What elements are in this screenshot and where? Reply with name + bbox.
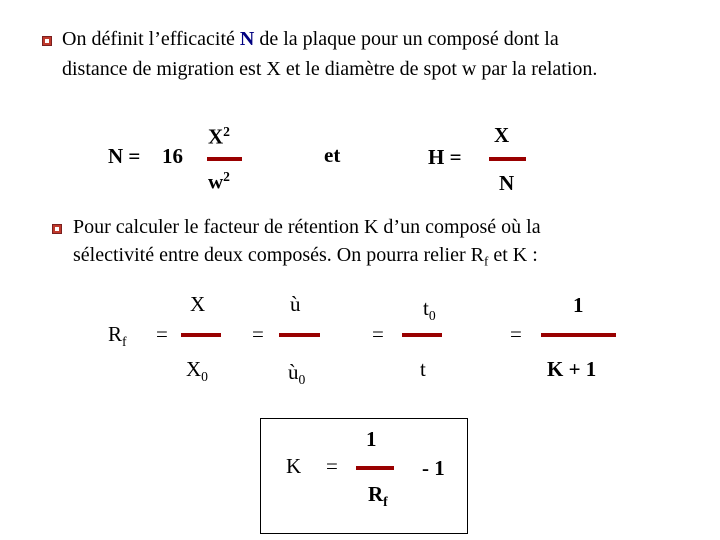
h-lhs: H = — [428, 145, 462, 169]
frac1-den-base: X — [186, 357, 202, 381]
fraction-bar — [356, 466, 394, 470]
frac4-denominator: K + 1 — [547, 357, 597, 381]
k-den-sub: f — [383, 493, 388, 509]
n-coefficient: 16 — [162, 144, 183, 168]
para1-text: On définit l’efficacité — [62, 28, 240, 50]
equals-sign: = — [326, 454, 338, 478]
para2-text-end: et K : — [488, 244, 538, 266]
fraction-bar — [489, 157, 526, 161]
frac3-denominator: t — [420, 357, 426, 381]
h-denominator: N — [499, 171, 515, 195]
para2-sub: f — [483, 253, 489, 269]
frac3-numerator — [423, 296, 436, 324]
equals-sign: = — [510, 322, 522, 346]
n-den-base: w — [208, 169, 224, 194]
fraction-bar — [402, 333, 442, 337]
para1-text-end: de la plaque pour un composé dont la — [254, 28, 559, 50]
n-numerator — [208, 124, 230, 150]
frac1-den-sub: 0 — [201, 368, 208, 384]
frac2-den-base: ù — [288, 360, 299, 384]
frac4-numerator: 1 — [573, 293, 584, 317]
fraction-bar — [541, 333, 616, 337]
k-denominator — [368, 482, 388, 510]
k-tail: - 1 — [422, 456, 445, 480]
rf-sub: f — [122, 333, 127, 349]
paragraph-2-line-1: Pour calculer le facteur de rétention K d’un composé où la — [73, 216, 541, 238]
frac2-den-sub: 0 — [298, 371, 306, 387]
para2-text: sélectivité entre deux composés. On pourra relier R — [73, 244, 484, 266]
frac3-num-base: t — [423, 296, 429, 320]
n-denominator — [208, 169, 230, 195]
k-lhs: K — [286, 454, 302, 478]
fraction-bar — [181, 333, 221, 337]
n-num-exp: 2 — [223, 124, 230, 139]
paragraph-1-line-1 — [62, 24, 559, 54]
frac2-numerator: ù — [290, 292, 301, 316]
frac3-num-sub: 0 — [428, 307, 436, 323]
equals-sign: = — [252, 322, 264, 346]
equals-sign: = — [156, 322, 168, 346]
efficiency-symbol: N — [239, 28, 255, 50]
n-num-base: X — [208, 124, 224, 149]
bullet-icon — [42, 36, 52, 46]
rf-base: R — [108, 322, 123, 346]
rf-lhs — [108, 322, 127, 350]
equals-sign: = — [372, 322, 384, 346]
k-numerator: 1 — [366, 427, 377, 451]
n-lhs: N = — [108, 144, 141, 168]
frac2-denominator — [288, 360, 305, 388]
paragraph-2-line-2 — [73, 240, 538, 277]
frac1-numerator: X — [190, 292, 206, 316]
h-numerator: X — [494, 123, 510, 147]
frac1-denominator — [186, 357, 208, 385]
k-den-base: R — [368, 482, 384, 506]
conjunction-et: et — [324, 143, 341, 167]
n-den-exp: 2 — [223, 169, 230, 184]
fraction-bar — [207, 157, 242, 161]
fraction-bar — [279, 333, 320, 337]
paragraph-1-line-2: distance de migration est X et le diamètre de spot w par la relation. — [62, 58, 598, 80]
bullet-icon — [52, 224, 62, 234]
